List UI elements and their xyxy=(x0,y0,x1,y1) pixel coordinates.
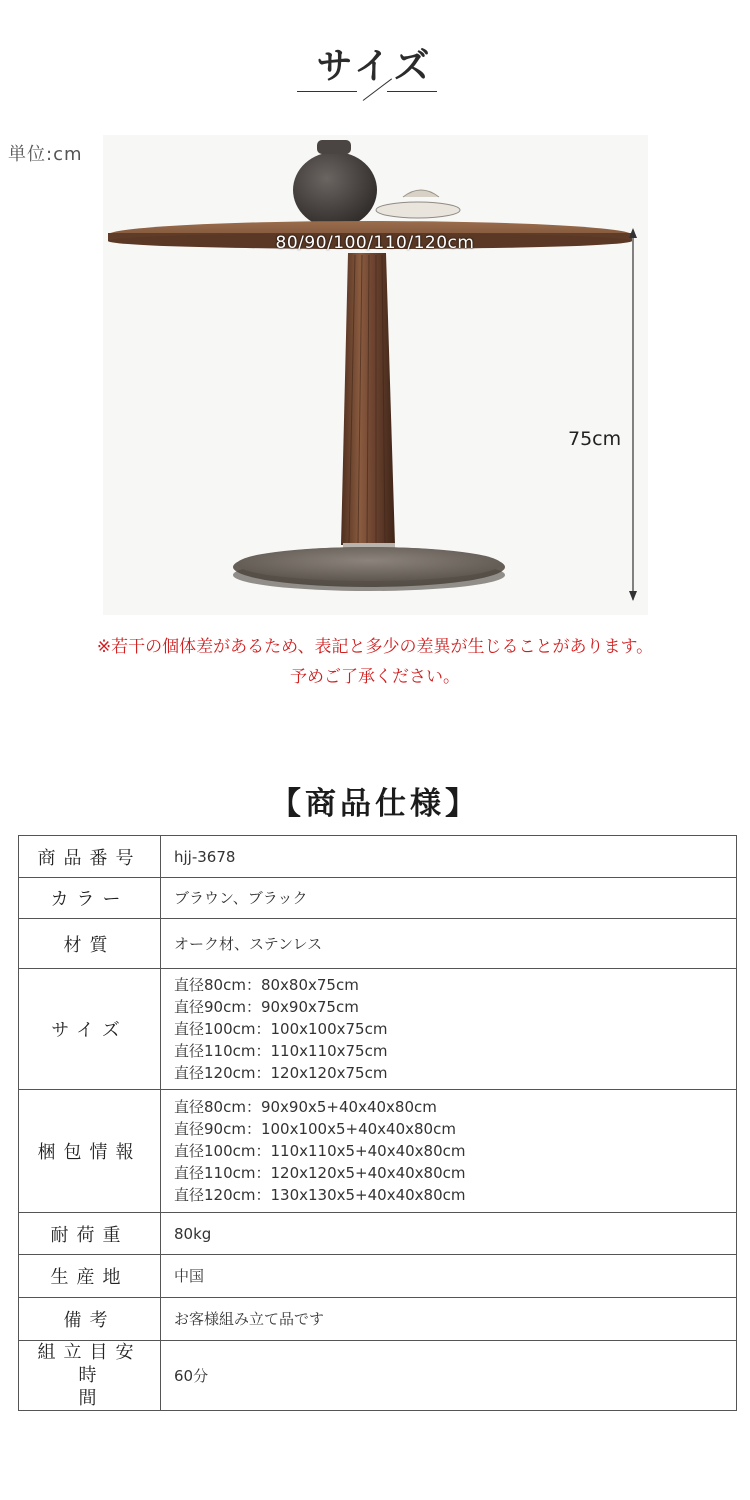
page-title: サイズ xyxy=(316,46,434,87)
size-line: 直径120cm：120x120x75cm xyxy=(174,1064,388,1082)
disclaimer-line-2: 予めご了承ください。 xyxy=(290,667,460,687)
row-label: カラー xyxy=(19,878,161,919)
table-row xyxy=(19,969,737,1090)
row-value xyxy=(161,969,737,1090)
package-line: 直径110cm：120x120x5+40x40x80cm xyxy=(174,1164,466,1182)
row-label: 材質 xyxy=(19,919,161,969)
row-value: 中国 xyxy=(161,1255,737,1298)
width-dimension-label: 80/90/100/110/120cm xyxy=(275,233,475,253)
row-value: 60分 xyxy=(161,1341,737,1411)
table-row xyxy=(19,836,737,878)
table-row xyxy=(19,1213,737,1255)
package-line: 直径90cm：100x100x5+40x40x80cm xyxy=(174,1120,456,1138)
row-value: お客様組み立て品です xyxy=(161,1298,737,1341)
package-line: 直径80cm：90x90x5+40x40x80cm xyxy=(174,1098,437,1116)
size-line: 直径110cm：110x110x75cm xyxy=(174,1042,388,1060)
vase-shape xyxy=(293,152,377,228)
package-line: 直径100cm：110x110x5+40x40x80cm xyxy=(174,1142,466,1160)
table-row xyxy=(19,878,737,919)
spec-title: 【商品仕様】 xyxy=(270,786,480,822)
title-underline-left xyxy=(297,91,357,92)
row-value: 80kg xyxy=(161,1213,737,1255)
row-label xyxy=(19,1341,161,1411)
unit-label: 単位:cm xyxy=(8,144,83,165)
spec-table xyxy=(18,835,737,1411)
row-value: オーク材、ステンレス xyxy=(161,919,737,969)
table-row xyxy=(19,919,737,969)
table-row xyxy=(19,1255,737,1298)
row-label-line: 組立目安 xyxy=(37,1342,142,1363)
table-illustration xyxy=(103,135,648,615)
row-value: hjj-3678 xyxy=(161,836,737,878)
product-image xyxy=(103,135,648,615)
row-label: 備考 xyxy=(19,1298,161,1341)
table-row xyxy=(19,1090,737,1213)
row-label: 梱包情報 xyxy=(19,1090,161,1213)
row-value: ブラウン、ブラック xyxy=(161,878,737,919)
row-label: 商品番号 xyxy=(19,836,161,878)
height-dimension-label: 75cm xyxy=(568,428,622,450)
size-line: 直径90cm：90x90x75cm xyxy=(174,998,359,1016)
table-row xyxy=(19,1298,737,1341)
size-line: 直径100cm：100x100x75cm xyxy=(174,1020,388,1038)
disclaimer-line-1: ※若干の個体差があるため、表記と多少の差異が生じることがあります。 xyxy=(96,637,654,657)
size-line: 直径80cm：80x80x75cm xyxy=(174,976,359,994)
table-row xyxy=(19,1341,737,1411)
row-value xyxy=(161,1090,737,1213)
title-underline-right xyxy=(387,91,437,92)
row-label-line: 時間 xyxy=(78,1365,141,1409)
row-label: サイズ xyxy=(19,969,161,1090)
row-label: 生産地 xyxy=(19,1255,161,1298)
row-label: 耐荷重 xyxy=(19,1213,161,1255)
package-line: 直径120cm：130x130x5+40x40x80cm xyxy=(174,1186,466,1204)
arrow-down-icon xyxy=(629,591,637,601)
